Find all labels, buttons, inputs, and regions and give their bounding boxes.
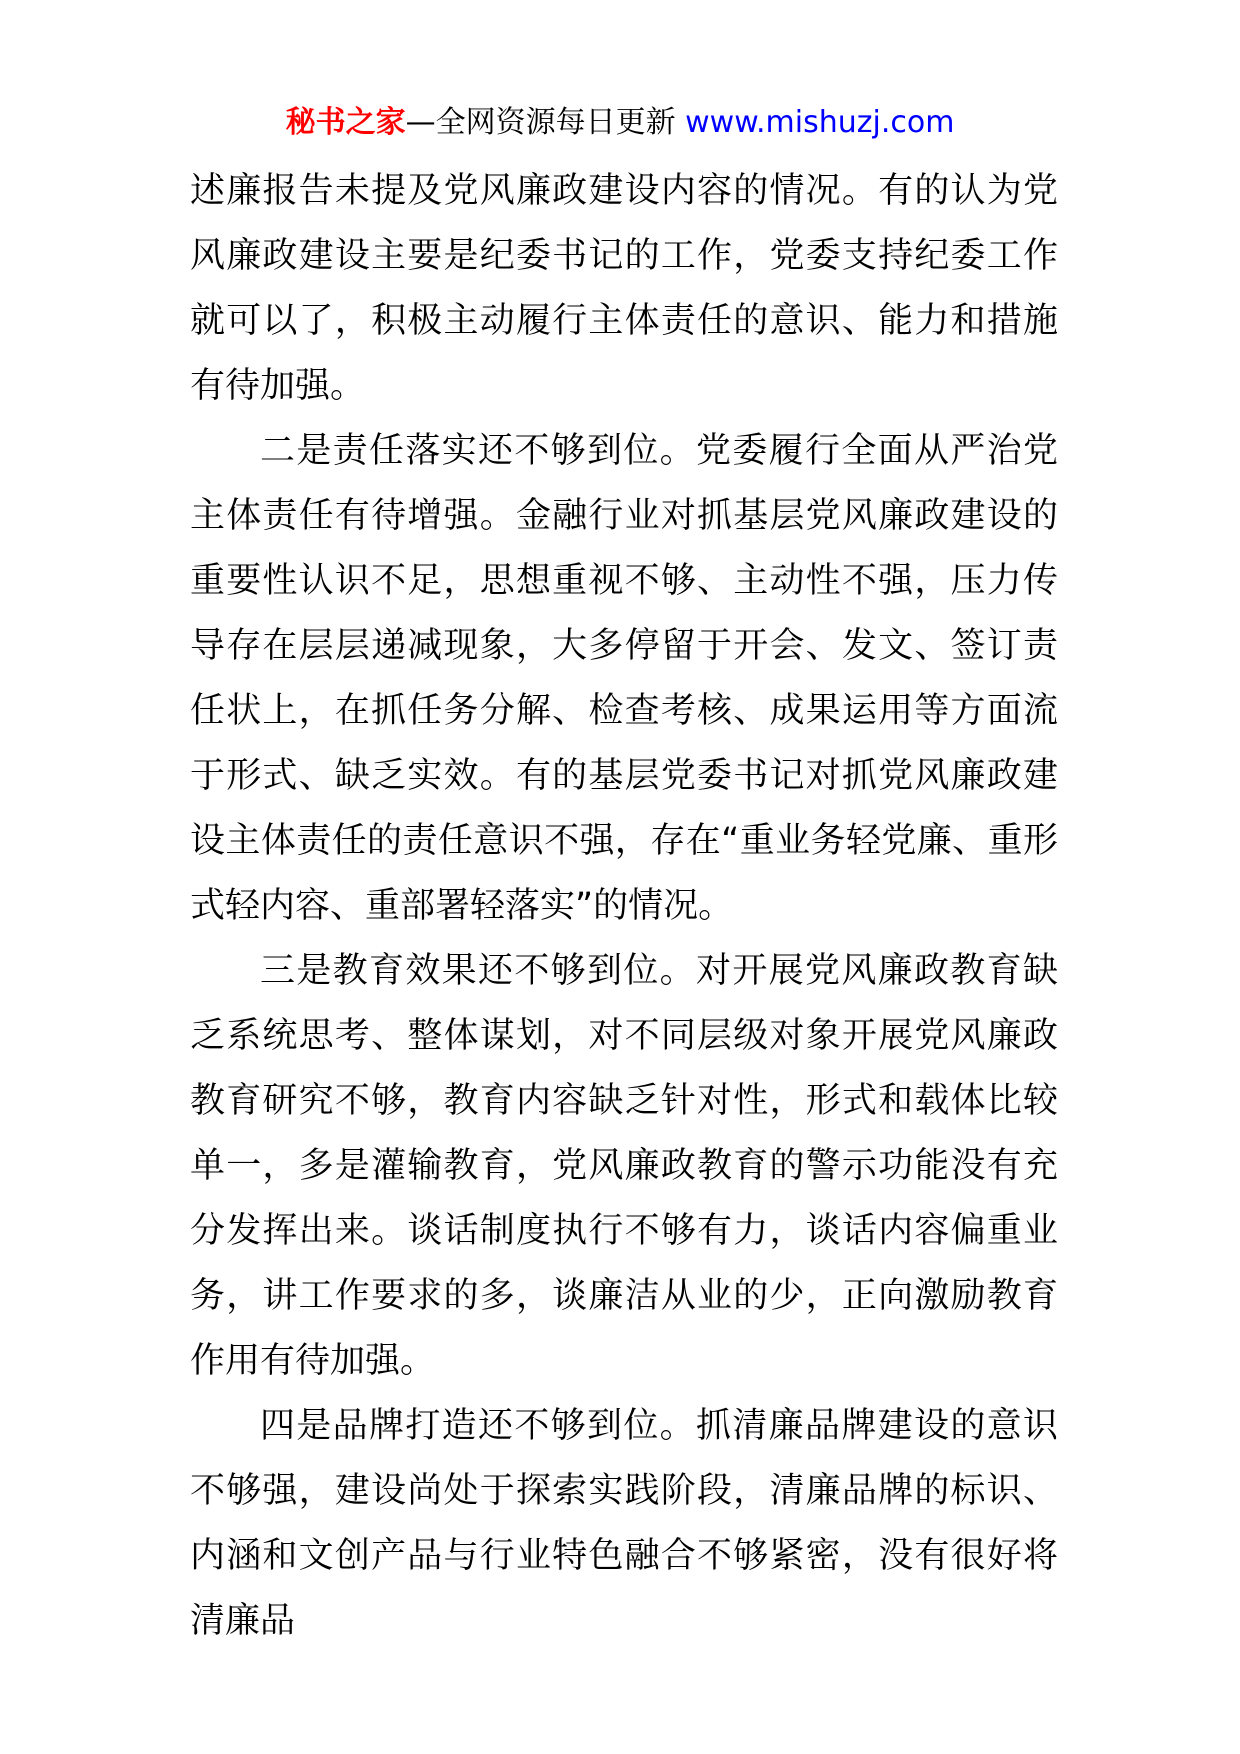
document-body — [190, 159, 1058, 1654]
brand-name: 秘书之家 — [285, 105, 406, 140]
paragraph-continued: 述廉报告未提及党风廉政建设内容的情况。有的认为党风廉政建设主要是纪委书记的工作，党委支持纪委工作就可以了，积极主动履行主体责任的意识、能力和措施有待加强。 — [190, 171, 1058, 406]
site-url-link[interactable]: www.mishuzj.com — [685, 105, 955, 140]
paragraph-responsibility: 二是责任落实还不够到位。党委履行全面从严治党主体责任有待增强。金融行业对抓基层党风廉政建设的重要性认识不足，思想重视不够、主动性不强，压力传导存在层层递减现象，大多停留于开会、发文、签订责任状上，在抓任务分解、检查考核、成果运用等方面流于形式、缺乏实效。有的基层党委书记对抓党风廉政建设主体责任的责任意识不强，存在“重业务轻党廉、重形式轻内容、重部署轻落实”的情况。 — [190, 431, 1058, 926]
paragraph-education: 三是教育效果还不够到位。对开展党风廉政教育缺乏系统思考、整体谋划，对不同层级对象开展党风廉政教育研究不够，教育内容缺乏针对性，形式和载体比较单一，多是灌输教育，党风廉政教育的警示功能没有充分发挥出来。谈话制度执行不够有力，谈话内容偏重业务，讲工作要求的多，谈廉洁从业的少，正向激励教育作用有待加强。 — [190, 951, 1058, 1381]
header-tagline: —全网资源每日更新 — [405, 105, 686, 140]
site-header — [0, 103, 1240, 143]
paragraph-brand-building: 四是品牌打造还不够到位。抓清廉品牌建设的意识不够强，建设尚处于探索实践阶段，清廉品牌的标识、内涵和文创产品与行业特色融合不够紧密，没有很好将清廉品 — [190, 1406, 1058, 1641]
